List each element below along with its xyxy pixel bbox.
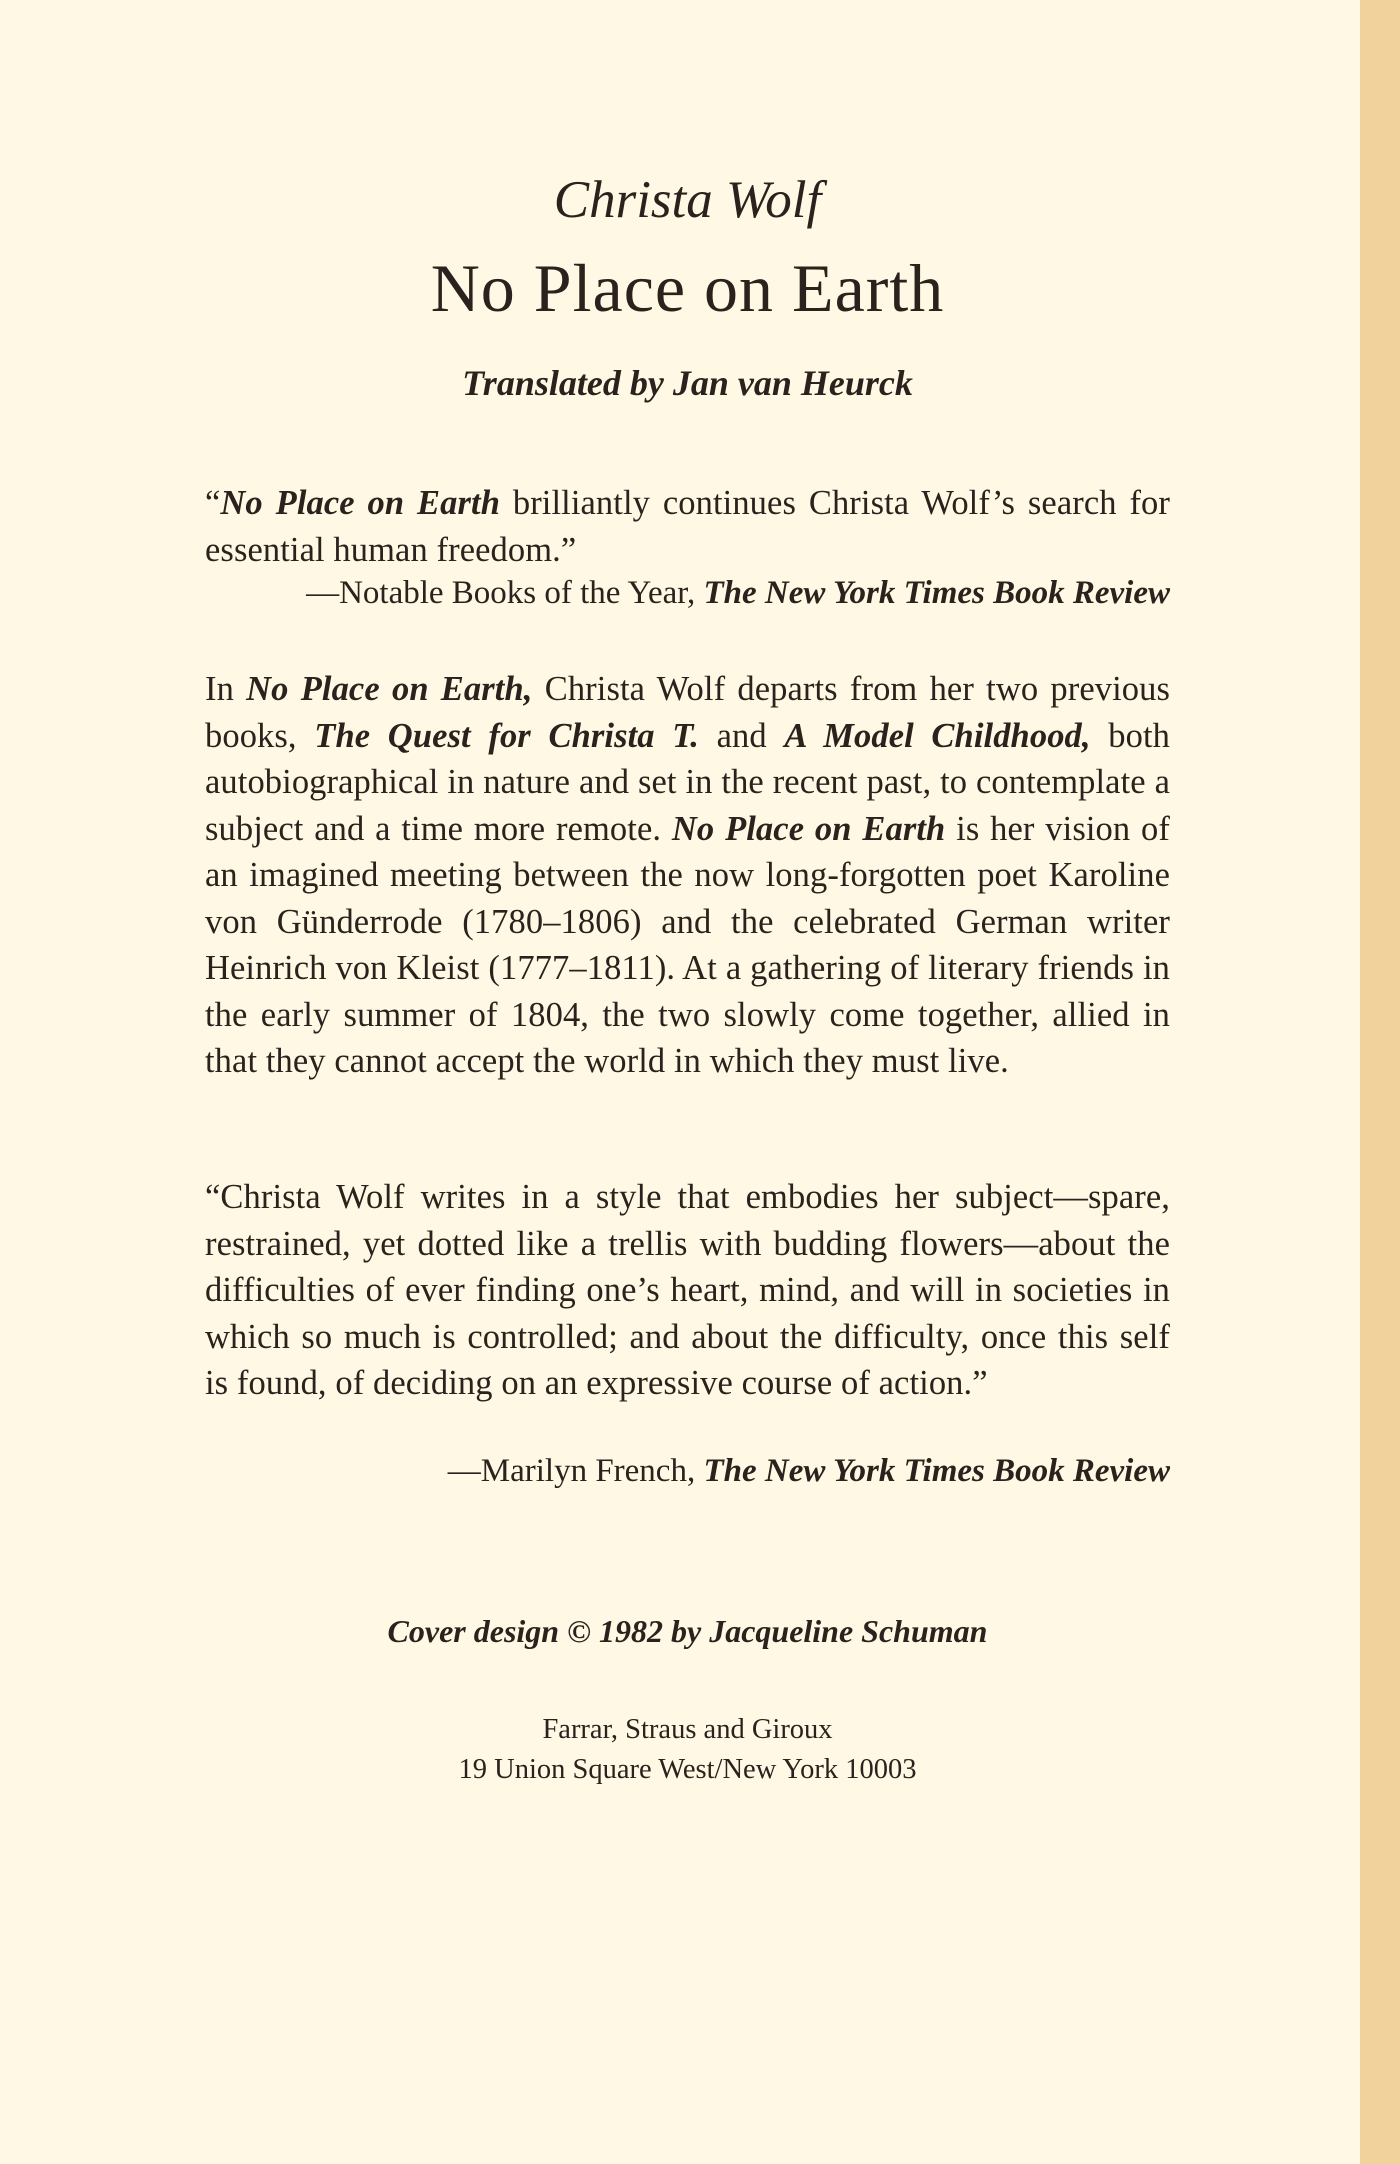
- description-title: No Place on Earth,: [246, 670, 533, 708]
- attribution-prefix: —Notable Books of the Year,: [306, 575, 704, 611]
- description-text: Christa Wolf departs from her two previous books,: [205, 670, 1170, 755]
- review-quote-1: [205, 480, 1170, 573]
- publisher-block: [205, 1710, 1170, 1790]
- description-text: is her vision of an imagined meeting between the now long-forgotten poet Karoline von Günderrode (1780–1806) and the celebrated German writer Heinrich von Kleist (1777–1811). At a gathering of literary friends in the early summer of 1804, the two slowly come together, allied in that they cannot accept the world in which they must live.: [205, 809, 1170, 1080]
- description-text: both autobiographical in nature and set in the recent past, to contemplate a subject and a time more remote.: [205, 716, 1170, 848]
- author-name: Christa Wolf: [553, 171, 822, 229]
- spine-edge: [1360, 0, 1400, 2164]
- quote-open-mark: “: [205, 484, 221, 522]
- review-attribution-1: [205, 570, 1170, 616]
- attribution-source: The New York Times Book Review: [703, 575, 1170, 611]
- attribution-prefix: —Marilyn French,: [447, 1453, 704, 1489]
- description-title: The Quest for Christa T.: [314, 716, 699, 755]
- publisher-name: Farrar, Straus and Giroux: [542, 1714, 833, 1745]
- translator-credit: Translated by Jan van Heurck: [462, 363, 913, 403]
- publisher-address: 19 Union Square West/New York 10003: [458, 1754, 917, 1785]
- book-description: [205, 666, 1170, 1085]
- description-title: No Place on Earth: [671, 809, 946, 848]
- quote-title-italic: No Place on Earth: [220, 484, 500, 522]
- book-title: No Place on Earth: [430, 250, 945, 326]
- quote-text: brilliantly continues Christa Wolf’s search for essential human freedom.”: [205, 484, 1170, 569]
- description-text: In: [205, 670, 247, 708]
- attribution-source: The New York Times Book Review: [703, 1453, 1170, 1489]
- cover-design-credit: Cover design © 1982 by Jacqueline Schuman: [387, 1613, 988, 1649]
- review-quote-2: “Christa Wolf writes in a style that embodies her subject—spare, restrained, yet dotted like a trellis with budding flowers—about the difficulties of ever finding one’s heart, mind, and will in societies in which so much is controlled; and about the difficulty, once this self is found, of deciding on an expressive course of action.”: [205, 1178, 1170, 1402]
- description-text: and: [699, 716, 785, 755]
- review-attribution-2: [205, 1448, 1170, 1494]
- description-title: A Model Childhood,: [784, 716, 1091, 755]
